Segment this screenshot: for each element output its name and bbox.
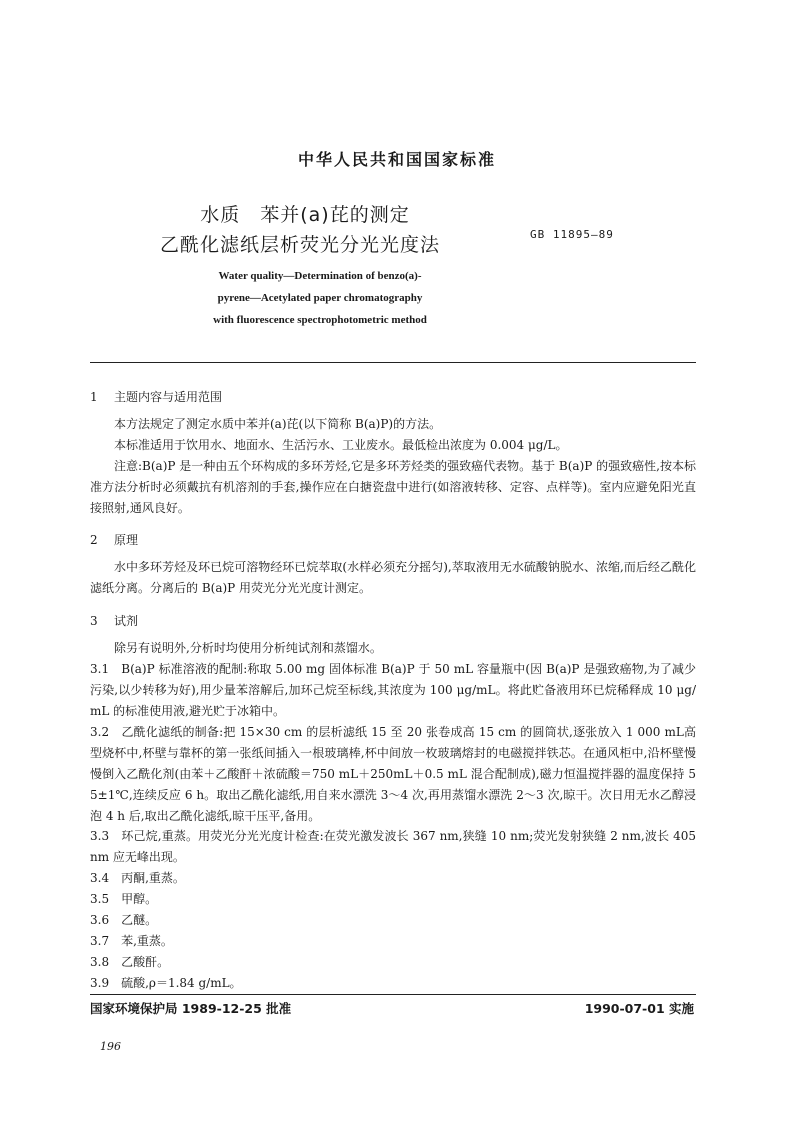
section-title: 试剂 xyxy=(114,614,139,628)
section-1-note: 注意:B(a)P 是一种由五个环构成的多环芳烃,它是多环芳烃类的强致癌代表物。基于 B(a)P 的强致癌性,按本标准方法分析时必须戴抗有机溶剂的手套,操作应在白搪瓷盘中进行(如溶液转移、定容、点样等)。室内应避免阳光直接照射,通风良好。 xyxy=(90,459,696,515)
section-1-heading xyxy=(90,388,222,405)
section-3-intro: 除另有说明外,分析时均使用分析纯试剂和蒸馏水。 xyxy=(114,641,382,655)
clause-3-8: 3.8 乙酸酐。 xyxy=(90,955,170,969)
section-number: 1 xyxy=(90,390,98,404)
clause-3-2: 3.2 乙酰化滤纸的制备:把 15×30 cm 的层析滤纸 15 至 20 张卷成高 15 cm 的圆筒状,逐张放入 1 000 mL高型烧杯中,杯壁与靠杯的第一张纸间插入一根玻璃棒,杯中间放一枚玻璃熔封的电磁搅拌铁芯。在通风柜中,沿杯壁慢慢倒入乙酰化剂(由苯＋乙酸酐＋浓硫酸＝750 mL＋250mL＋0.5 mL 混合配制成),磁力恒温搅拌器的温度保持 55±1℃,连续反应 6 h。取出乙酰化滤纸,用自来水漂洗 3～4 次,再用蒸馏水漂洗 2～3 次,晾干。次日用无水乙醇浸泡 4 h 后,取出乙酰化滤纸,晾干压平,备用。 xyxy=(90,725,696,823)
effective-date: 1990-07-01 实施 xyxy=(584,1001,694,1016)
section-title: 主题内容与适用范围 xyxy=(114,390,223,404)
english-title-line1: Water quality—Determination of benzo(a)- xyxy=(218,270,422,282)
section-2-heading xyxy=(90,531,138,548)
clause-3-5: 3.5 甲醇。 xyxy=(90,892,158,906)
english-title-line3: with fluorescence spectrophotometric method xyxy=(213,314,427,326)
standard-number: GB 11895—89 xyxy=(530,228,614,241)
standard-org-heading: 中华人民共和国国家标准 xyxy=(297,150,496,169)
clause-3-6: 3.6 乙醚。 xyxy=(90,913,158,927)
clause-3-3: 3.3 环己烷,重蒸。用荧光分光光度计检查:在荧光激发波长 367 nm,狭缝 10 nm;荧光发射狭缝 2 nm,波长 405 nm 应无峰出现。 xyxy=(90,829,696,864)
section-title: 原理 xyxy=(114,533,139,547)
section-number: 2 xyxy=(90,533,98,547)
clause-3-1: 3.1 B(a)P 标准溶液的配制:称取 5.00 mg 固体标准 B(a)P 于 50 mL 容量瓶中(因 B(a)P 是强致癌物,为了减少污染,以少转移为好),用少量苯溶解后,加环己烷至标线,其浓度为 100 μg/mL。将此贮备液用环已烷稀释成 10 μg/mL 的标准使用液,避光贮于冰箱中。 xyxy=(90,662,696,718)
section-2-paragraph: 水中多环芳烃及环已烷可溶物经环已烷萃取(水样必须充分摇匀),萃取液用无水硫酸钠脱水、浓缩,而后经乙酰化滤纸分离。分离后的 B(a)P 用荧光分光光度计测定。 xyxy=(90,560,696,595)
approval-date: 国家环境保护局 1989-12-25 批准 xyxy=(90,1001,292,1016)
footer-divider xyxy=(90,994,696,995)
clause-3-9: 3.9 硫酸,ρ＝1.84 g/mL。 xyxy=(90,976,242,990)
section-3-heading xyxy=(90,612,138,629)
clause-3-7: 3.7 苯,重蒸。 xyxy=(90,934,173,948)
document-title-line2: 乙酰化滤纸层析荧光分光光度法 xyxy=(159,234,440,256)
header-divider xyxy=(90,362,696,363)
english-title-line2: pyrene—Acetylated paper chromatography xyxy=(217,292,423,304)
clause-3-4: 3.4 丙酮,重蒸。 xyxy=(90,871,185,885)
section-1-paragraph-1: 本方法规定了测定水质中苯并(a)芘(以下简称 B(a)P)的方法。 xyxy=(114,417,442,431)
section-1-paragraph-2: 本标准适用于饮用水、地面水、生活污水、工业废水。最低检出浓度为 0.004 μg/L。 xyxy=(114,438,568,452)
document-title-line1: 水质 苯并(a)芘的测定 xyxy=(200,204,410,226)
page-number: 196 xyxy=(100,1040,121,1053)
section-number: 3 xyxy=(90,614,98,628)
